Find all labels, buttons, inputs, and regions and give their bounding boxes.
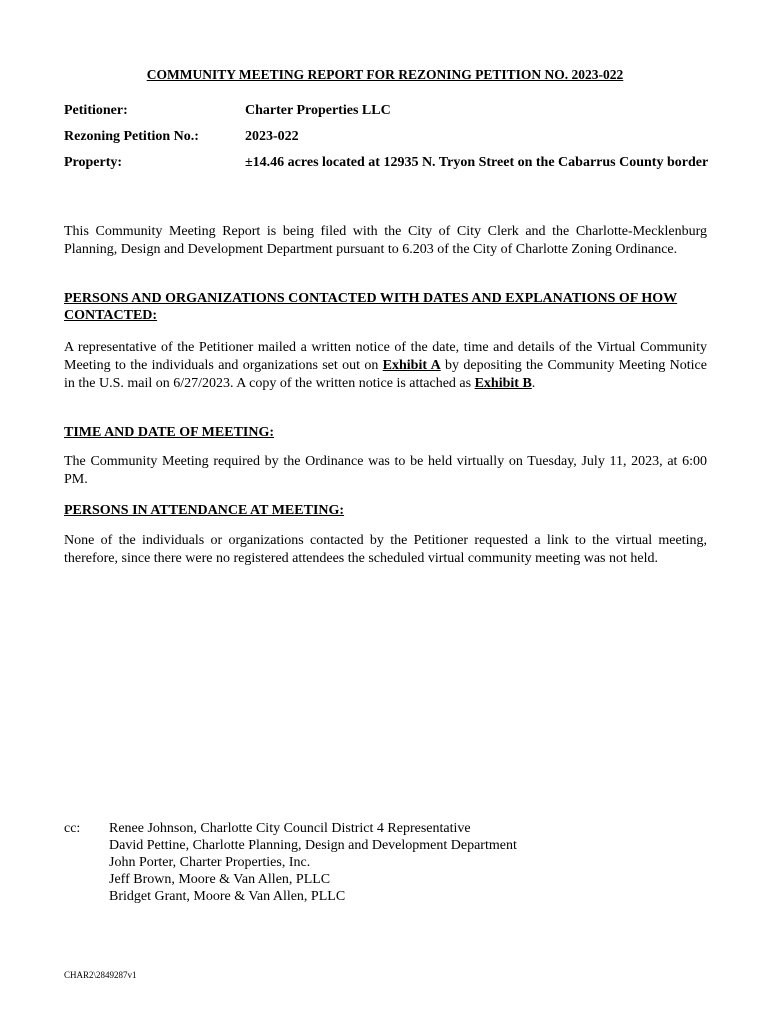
contacted-text-2: by depositing the Community Meeting Notice in the U.S. mail on 6/27/2023. A copy of the written notice is attached as [64, 358, 707, 391]
cc-recipient: Jeff Brown, Moore & Van Allen, PLLC [109, 872, 331, 887]
petition-number-value: 2023-022 [245, 129, 299, 144]
cc-recipient: David Pettine, Charlotte Planning, Design and Development Department [109, 838, 517, 853]
time-date-heading: TIME AND DATE OF MEETING: [64, 425, 275, 440]
property-label: Property: [64, 155, 123, 170]
attendance-paragraph: None of the individuals or organizations contacted by the Petitioner requested a link to the virtual meeting, therefore, since there were no registered attendees the scheduled virtual community meeting was not held. [64, 533, 707, 566]
cc-recipient: Renee Johnson, Charlotte City Council District 4 Representative [109, 821, 471, 836]
exhibit-b-reference: Exhibit B [474, 376, 532, 391]
cc-recipient: Bridget Grant, Moore & Van Allen, PLLC [109, 889, 346, 904]
cc-label: cc: [64, 821, 81, 836]
attendance-heading: PERSONS IN ATTENDANCE AT MEETING: [64, 503, 345, 518]
cc-recipient: John Porter, Charter Properties, Inc. [109, 855, 311, 870]
contacted-text-1: A representative of the Petitioner mailed a written notice of the date, time and details of the Virtual Community Meeting to the individuals and organizations set out on [64, 340, 707, 373]
contacted-text-3: . [531, 376, 536, 391]
property-value: ±14.46 acres located at 12935 N. Tryon Street on the Cabarrus County border [245, 155, 709, 170]
contacted-paragraph [64, 339, 707, 393]
cc-recipient-list [109, 820, 669, 905]
document-title: COMMUNITY MEETING REPORT FOR REZONING PETITION NO. 2023-022 [146, 67, 624, 82]
contacted-heading: PERSONS AND ORGANIZATIONS CONTACTED WITH DATES AND EXPLANATIONS OF HOW CONTACTED: [64, 291, 678, 323]
time-date-paragraph: The Community Meeting required by the Ordinance was to be held virtually on Tuesday, July 11, 2023, at 6:00 PM. [64, 454, 707, 487]
intro-paragraph: This Community Meeting Report is being filed with the City of City Clerk and the Charlotte-Mecklenburg Planning, Design and Development Department pursuant to 6.203 of the City of Charlotte Zoning Ordinance. [64, 224, 707, 257]
petitioner-label: Petitioner: [64, 103, 128, 118]
document-id-footer: CHAR2\2849287v1 [64, 970, 137, 980]
exhibit-a-reference: Exhibit A [382, 358, 441, 373]
petition-number-label: Rezoning Petition No.: [64, 129, 199, 144]
petitioner-value: Charter Properties LLC [245, 103, 391, 118]
